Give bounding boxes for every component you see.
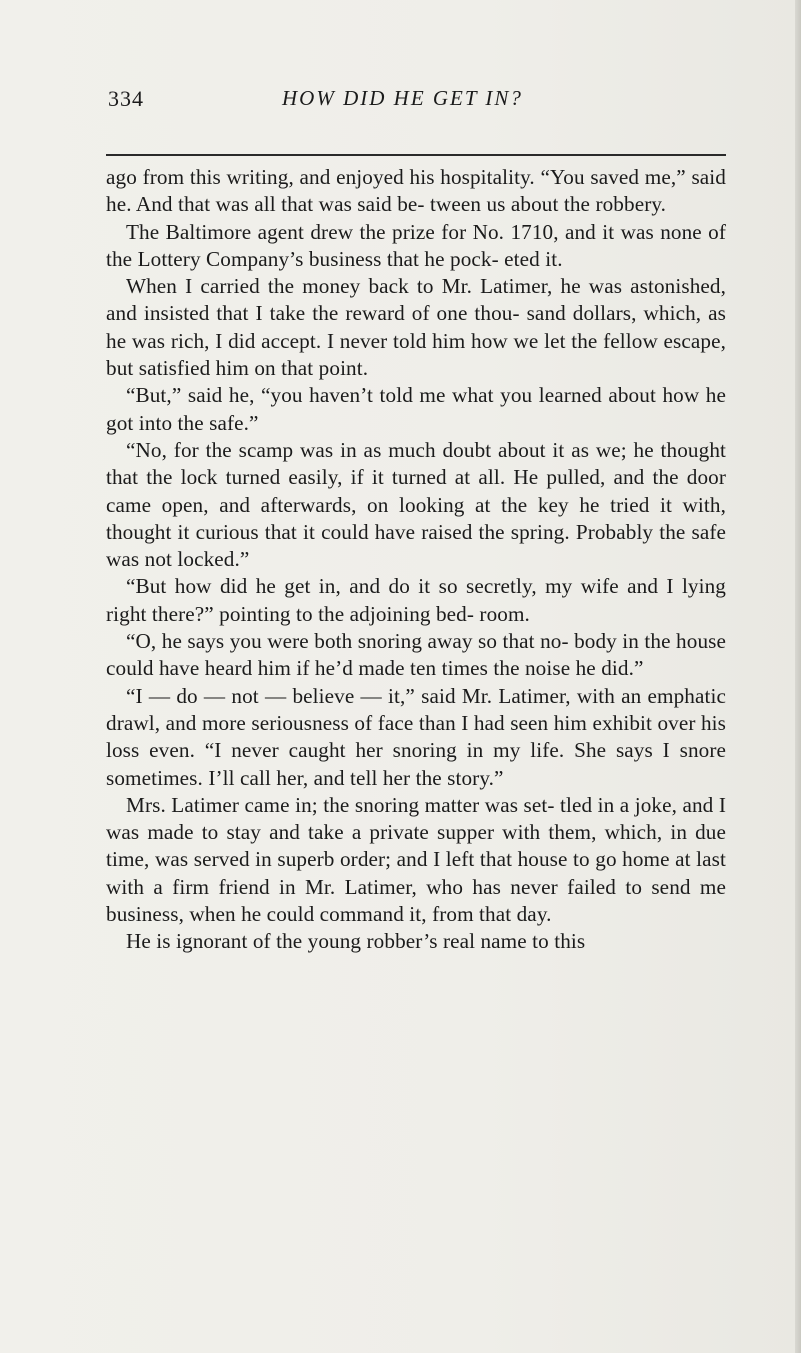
body-text (106, 164, 726, 956)
page-header (106, 86, 724, 122)
paragraph: He is ignorant of the young robber’s real name to this (126, 929, 586, 954)
paragraph: Mrs. Latimer came in; the snoring matter was set- tled in a joke, and I was made to stay and take a private supper with them, which, in due time, was served in superb order; and I left that house to go home at last with a firm friend in Mr. Latimer, who has never failed to send me business, when he could command it, from that day. (106, 792, 726, 927)
paragraph-continued: ago from this writing, and enjoyed his hospitality. “You saved me,” said he. And that was all that was said be- tween us about the robbery. (106, 165, 726, 217)
paragraph: When I carried the money back to Mr. Latimer, he was astonished, and insisted that I take the reward of one thou- sand dollars, which, as he was rich, I did accept. I never told him how we let the fellow escape, but satisfied him on that point. (106, 274, 726, 381)
paragraph: “O, he says you were both snoring away so that no- body in the house could have heard him if he’d made ten times the noise he did.” (106, 629, 726, 681)
paragraph: The Baltimore agent drew the prize for No. 1710, and it was none of the Lottery Company’s business that he pock- eted it. (106, 219, 726, 271)
paragraph: “But,” said he, “you haven’t told me what you learned about how he got into the safe.” (106, 383, 726, 435)
paragraph: “I — do — not — believe — it,” said Mr. Latimer, with an emphatic drawl, and more seriousness of face than I had seen him exhibit over his loss even. “I never caught her snoring in my life. She says I snore sometimes. I’ll call her, and tell her the story.” (106, 683, 726, 790)
page-number: 334 (108, 86, 144, 111)
paragraph: “But how did he get in, and do it so secretly, my wife and I lying right there?” pointing to the adjoining bed- room. (106, 574, 726, 626)
running-head: HOW DID HE GET IN? (282, 86, 523, 110)
paragraph: “No, for the scamp was in as much doubt about it as we; he thought that the lock turned easily, if it turned at all. He pulled, and the door came open, and afterwards, on looking at the key he tried it with, thought it curious that it could have raised the spring. Probably the safe was not locked.” (106, 437, 726, 572)
page-edge-shadow (795, 0, 801, 1353)
header-rule (106, 154, 726, 156)
